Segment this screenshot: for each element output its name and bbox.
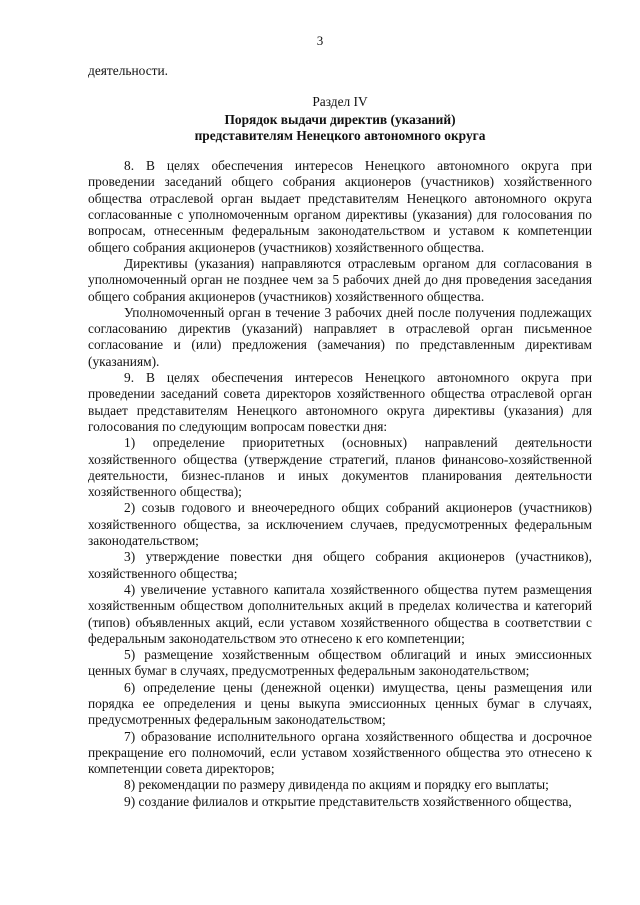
list-item-9: 9) создание филиалов и открытие представительств хозяйственного общества, (124, 793, 572, 809)
list-item-2: 2) созыв годового и внеочередного общих собраний акционеров (участников) хозяйственного общества, за исключением случаев, предусмотренных федеральным законодательством; (88, 500, 592, 549)
paragraph-approval-term: Уполномоченный орган в течение 3 рабочих дней после получения подлежащих согласованию директив (указаний) направляет в отраслевой орган письменное согласование и (или) предложения (замечания) по представленным директивам (указаниям). (88, 304, 592, 369)
section-title-line-2: представителям Ненецкого автономного округа (194, 127, 486, 143)
page-number: 3 (316, 33, 324, 48)
paragraph-9: 9. В целях обеспечения интересов Ненецкого автономного округа при проведении заседаний совета директоров хозяйственного общества отраслевой орган выдает представителям Ненецкого автономного округа директивы (указания) для голосования по следующим вопросам повестки дня: (88, 370, 592, 434)
list-item-7: 7) образование исполнительного органа хозяйственного общества и досрочное прекращение его полномочий, если уставом хозяйственного общества это отнесено к компетенции совета директоров; (88, 728, 592, 777)
list-item-5: 5) размещение хозяйственным обществом облигаций и иных эмиссионных ценных бумаг в случаях, предусмотренных федеральным законодательством; (88, 647, 592, 679)
list-item-8: 8) рекомендации по размеру дивиденда по акциям и порядку его выплаты; (124, 777, 549, 793)
list-item-4: 4) увеличение уставного капитала хозяйственного общества путем размещения хозяйственным обществом дополнительных акций в пределах количества и категорий (типов) объявленных акций, если уставом хозяйственного общества в соответствии с федеральным законодательством это отнесено к его компетенции; (88, 581, 592, 646)
paragraph-8: 8. В целях обеспечения интересов Ненецкого автономного округа при проведении заседаний общего собрания акционеров (участников) хозяйственного общества отраслевой орган выдает представителям Ненецкого автономного округа согласованные с уполномоченным органом директивы (указания) для голосования по вопросам, отнесенным федеральным законодательством и уставом к компетенции общего собрания акционеров (участников) хозяйственного общества. (88, 158, 592, 255)
section-label: Раздел IV (312, 94, 368, 110)
paragraph-directives-submission: Директивы (указания) направляются отраслевым органом для согласования в уполномоченный орган не позднее чем за 5 рабочих дней до дня проведения заседания общего собрания акционеров (участников) хозяйственного общества. (88, 255, 592, 304)
list-item-6: 6) определение цены (денежной оценки) имущества, цены размещения или порядка ее определения и цены выкупа эмиссионных ценных бумаг в случаях, предусмотренных федеральным законодательством; (88, 679, 592, 728)
list-item-3: 3) утверждение повестки дня общего собрания акционеров (участников), хозяйственного общества; (88, 549, 592, 581)
list-item-1: 1) определение приоритетных (основных) направлений деятельности хозяйственного общества (утверждение стратегий, планов финансово-хозяйственной деятельности, бизнес-планов и иных документов планирования деятельности хозяйственного общества); (88, 435, 592, 500)
document-body (88, 63, 592, 810)
section-title-line-1: Порядок выдачи директив (указаний) (224, 111, 456, 127)
continuation-text: деятельности. (88, 63, 169, 78)
